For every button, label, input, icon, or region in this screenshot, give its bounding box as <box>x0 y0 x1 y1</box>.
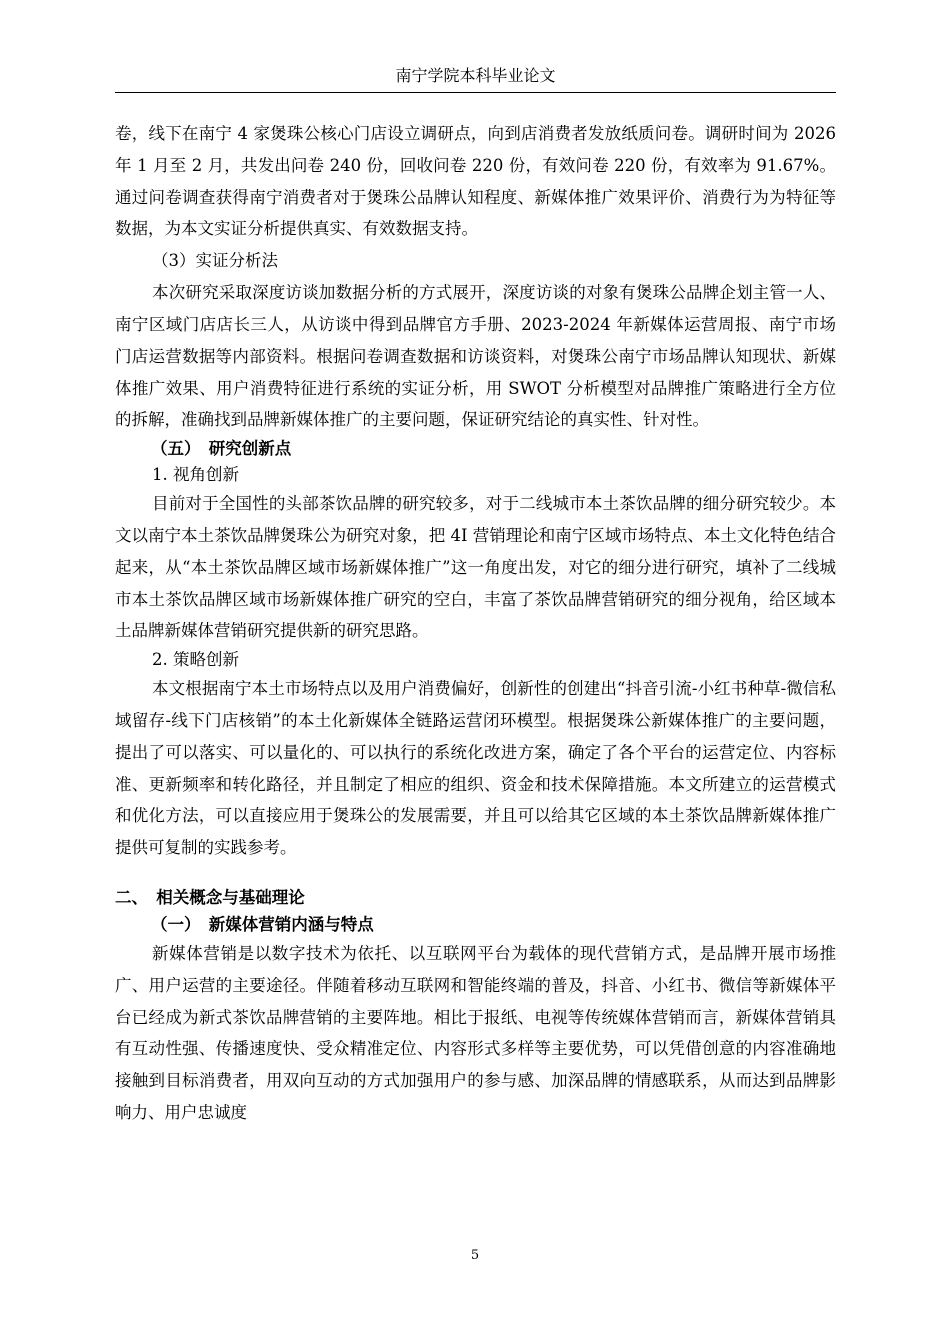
method-heading-empirical: （3）实证分析法 <box>152 251 278 271</box>
page-number: 5 <box>470 1248 480 1263</box>
page-body <box>115 118 836 1129</box>
paragraph-survey: 卷，线下在南宁 4 家煲珠公核心门店设立调研点，向到店消费者发放纸质问卷。调研时间为 2026 年 1 月至 2 月，共发出问卷 240 份，回收问卷 220 份，有效问卷 220 份，有效率为 91.67%。通过问卷调查获得南宁消费者对于煲珠公品牌认知程度、新媒体推广效果评价、消费行为为特征等数据，为本文实证分析提供真实、有效数据支持。 <box>115 124 836 239</box>
paragraph-empirical: 本次研究采取深度访谈加数据分析的方式展开，深度访谈的对象有煲珠公品牌企划主管一人、南宁区域门店店长三人，从访谈中得到品牌官方手册、2023-2024 年新媒体运营周报、南宁市场门店运营数据等内部资料。根据问卷调查数据和访谈资料，对煲珠公南宁市场品牌认知现状、新媒体推广效果、用户消费特征进行系统的实证分析，用 SWOT 分析模型对品牌推广策略进行全方位的拆解，准确找到品牌新媒体推广的主要问题，保证研究结论的真实性、针对性。 <box>115 283 836 430</box>
section-heading-innovation: （五） 研究创新点 <box>151 439 292 459</box>
running-header: 南宁学院本科毕业论文 <box>395 66 556 85</box>
paragraph-strategy: 本文根据南宁本土市场特点以及用户消费偏好，创新性的创建出“抖音引流-小红书种草-微信私域留存-线下门店核销”的本土化新媒体全链路运营闭环模型。根据煲珠公新媒体推广的主要问题，提出了可以落实、可以量化的、可以执行的系统化改进方案，确定了各个平台的运营定位、内容标准、更新频率和转化路径，并且制定了相应的组织、资金和技术保障措施。本文所建立的运营模式和优化方法，可以直接应用于煲珠公的发展需要，并且可以给其它区域的本土茶饮品牌新媒体推广提供可复制的实践参考。 <box>115 679 836 858</box>
chapter-heading-2: 二、 相关概念与基础理论 <box>115 887 305 907</box>
section-heading-new-media: （一） 新媒体营销内涵与特点 <box>151 914 374 934</box>
paragraph-new-media: 新媒体营销是以数字技术为依托、以互联网平台为载体的现代营销方式，是品牌开展市场推广、用户运营的主要途径。伴随着移动互联网和智能终端的普及，抖音、小红书、微信等新媒体平台已经成为新式茶饮品牌营销的主要阵地。相比于报纸、电视等传统媒体营销而言，新媒体营销具有互动性强、传播速度快、受众精准定位、内容形式多样等主要优势，可以凭借创意的内容准确地接触到目标消费者，用双向互动的方式加强用户的参与感、加深品牌的情感联系，从而达到品牌影响力、用户忠诚度 <box>115 943 836 1122</box>
header-rule <box>115 92 836 93</box>
spacer <box>115 864 836 874</box>
item-heading-perspective: 1. 视角创新 <box>152 465 239 485</box>
item-heading-strategy: 2. 策略创新 <box>152 650 239 670</box>
paragraph-perspective: 目前对于全国性的头部茶饮品牌的研究较多，对于二线城市本土茶饮品牌的细分研究较少。本文以南宁本土茶饮品牌煲珠公为研究对象，把 4I 营销理论和南宁区域市场特点、本土文化特色结合起来，从“本土茶饮品牌区域市场新媒体推广”这一角度出发，对它的细分进行研究，填补了二线城市本土茶饮品牌区域市场新媒体推广研究的空白，丰富了茶饮品牌营销研究的细分视角，给区域本土品牌新媒体营销研究提供新的研究思路。 <box>115 494 836 641</box>
